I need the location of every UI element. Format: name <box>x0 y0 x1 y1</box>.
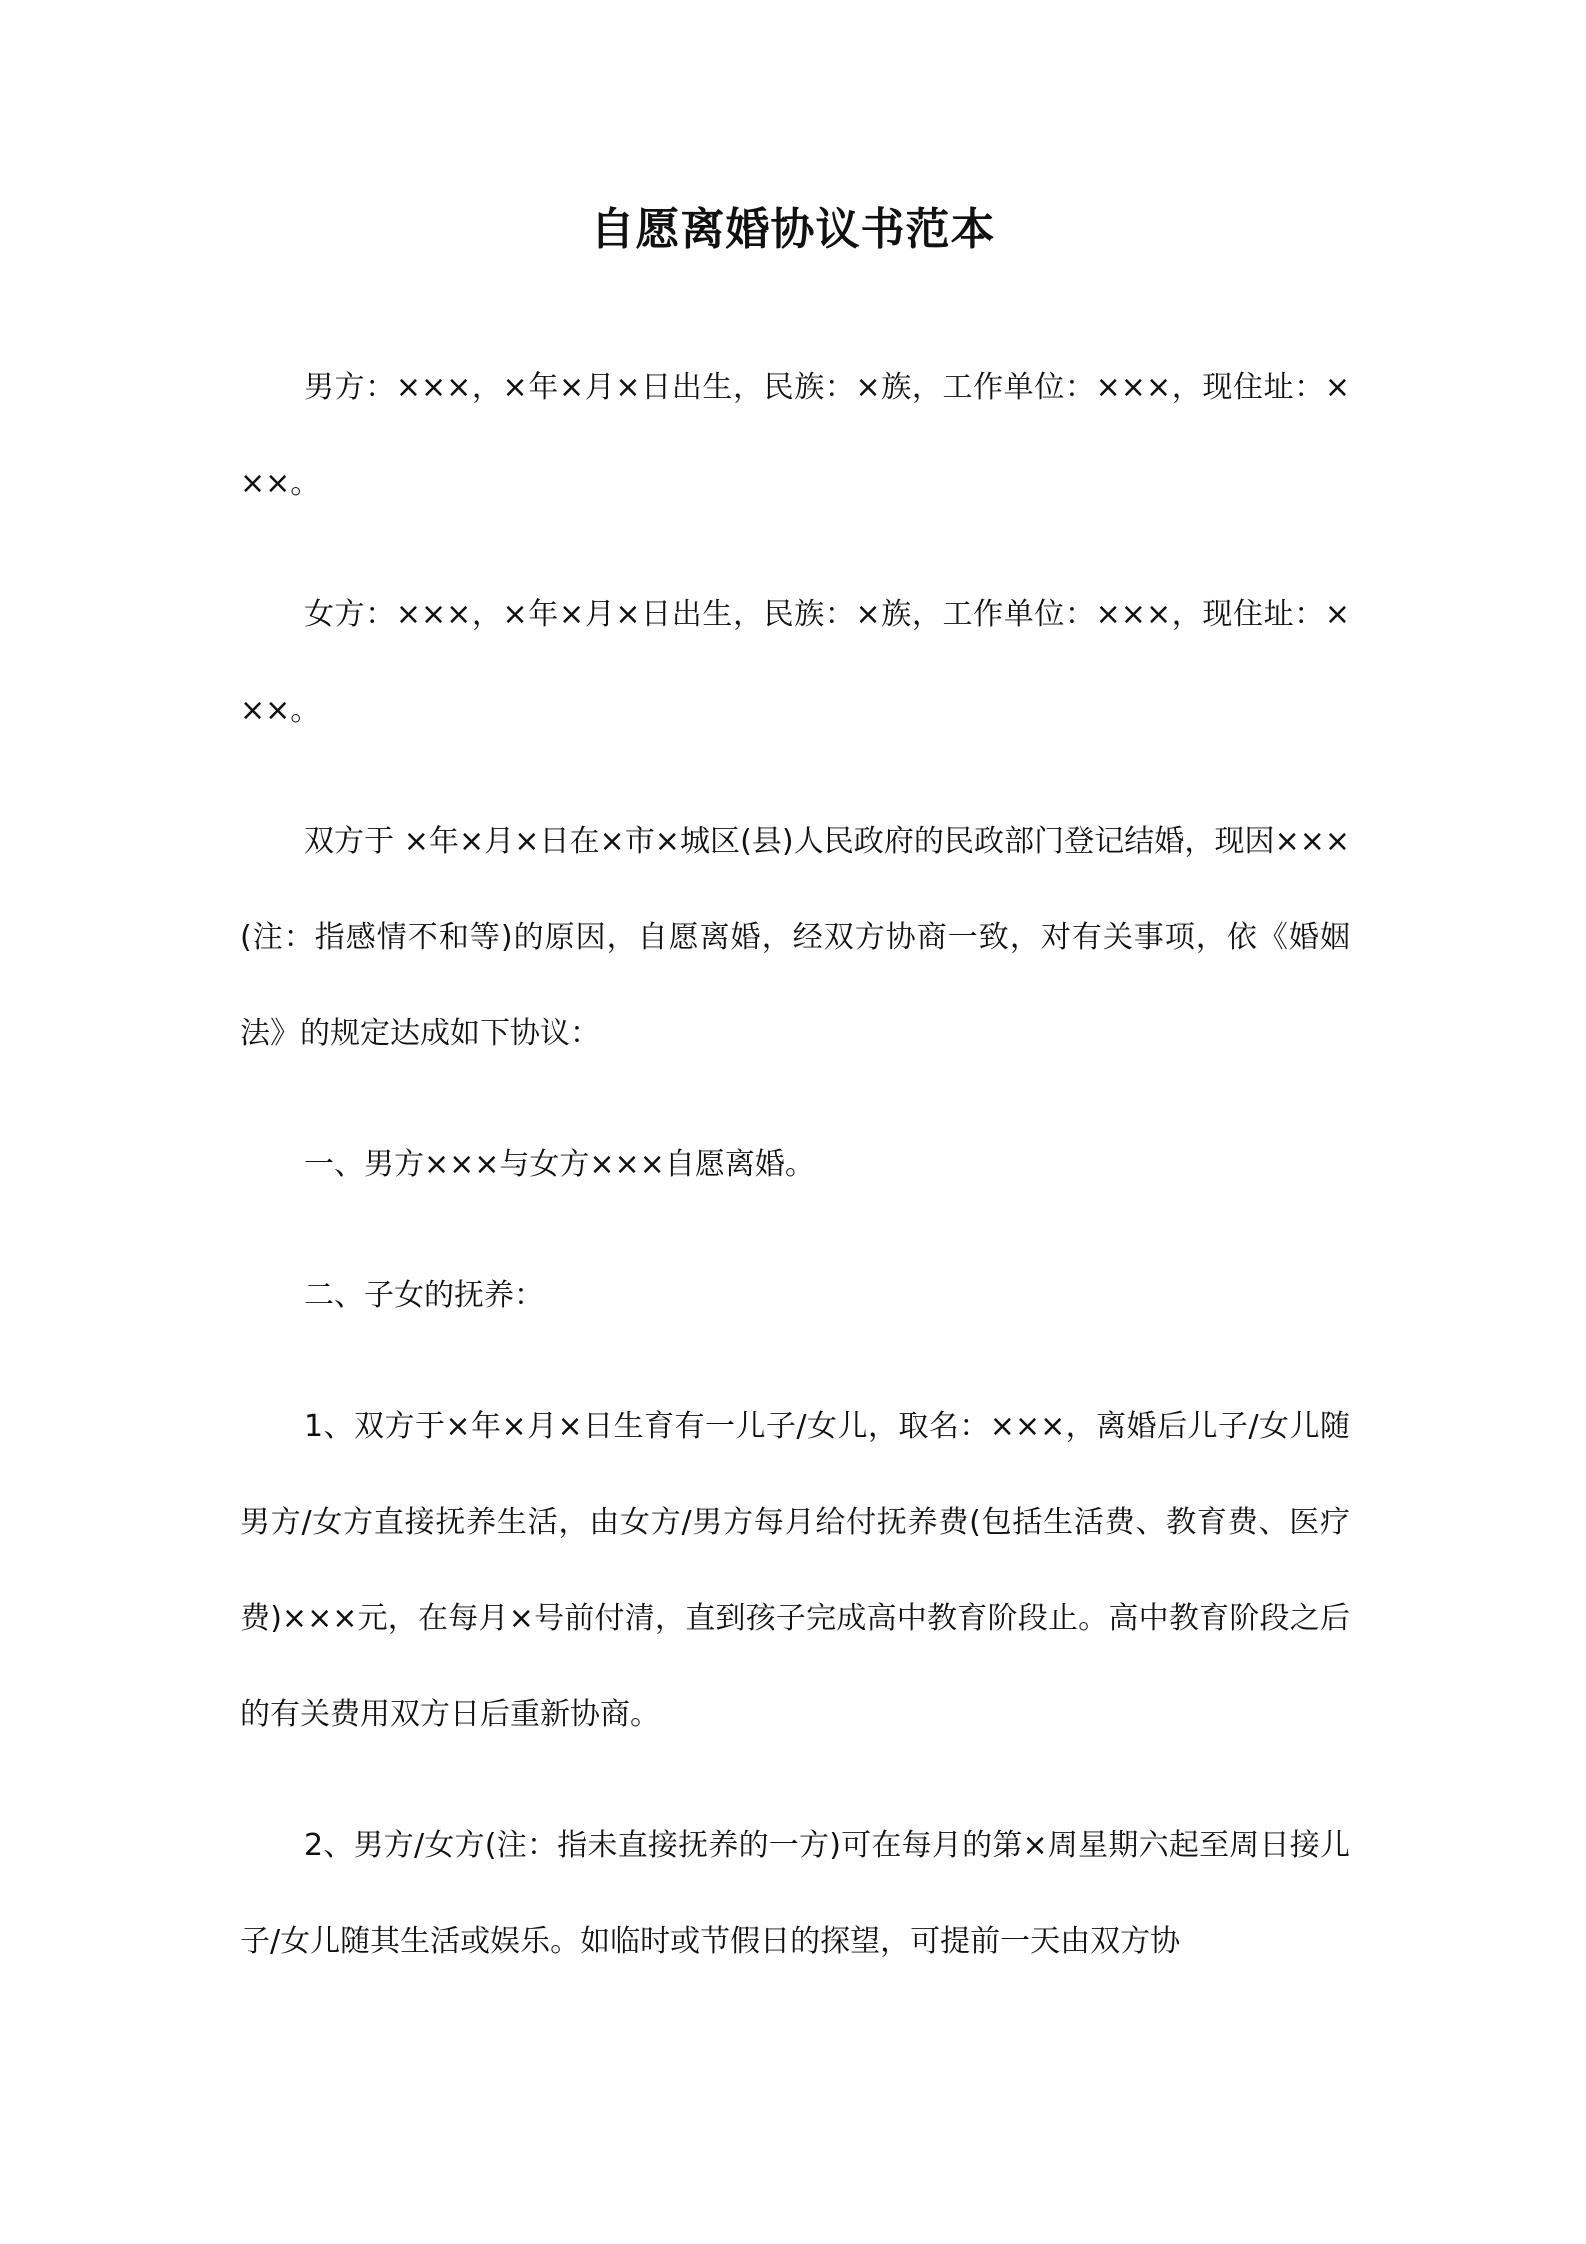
document-title: 自愿离婚协议书范本 <box>590 204 996 255</box>
paragraph-marriage-background: 双方于 ×年×月×日在×市×城区(县)人民政府的民政部门登记结婚，现因×××(注：指感情不和等)的原因，自愿离婚，经双方协商一致，对有关事项，依《婚姻法》的规定达成如下协议： <box>240 824 1350 1051</box>
clause-child-support: 1、双方于×年×月×日生育有一儿子/女儿，取名：×××，离婚后儿子/女儿随男方/女方直接抚养生活，由女方/男方每月给付抚养费(包括生活费、教育费、医疗费)×××元，在每月×号前付清，直到孩子完成高中教育阶段止。高中教育阶段之后的有关费用双方日后重新协商。 <box>240 1409 1350 1732</box>
paragraph-male-party: 男方：×××，×年×月×日出生，民族：×族，工作单位：×××，现住址：×××。 <box>240 370 1350 501</box>
clause-visitation: 2、男方/女方(注：指未直接抚养的一方)可在每月的第×周星期六起至周日接儿子/女儿随其生活或娱乐。如临时或节假日的探望，可提前一天由双方协 <box>240 1828 1350 1959</box>
clause-divorce-agreement: 一、男方×××与女方×××自愿离婚。 <box>304 1147 815 1182</box>
clause-child-custody-heading: 二、子女的抚养： <box>304 1278 544 1313</box>
paragraph-female-party: 女方：×××，×年×月×日出生，民族：×族，工作单位：×××，现住址：×××。 <box>240 597 1350 728</box>
document-body <box>240 340 1350 2025</box>
